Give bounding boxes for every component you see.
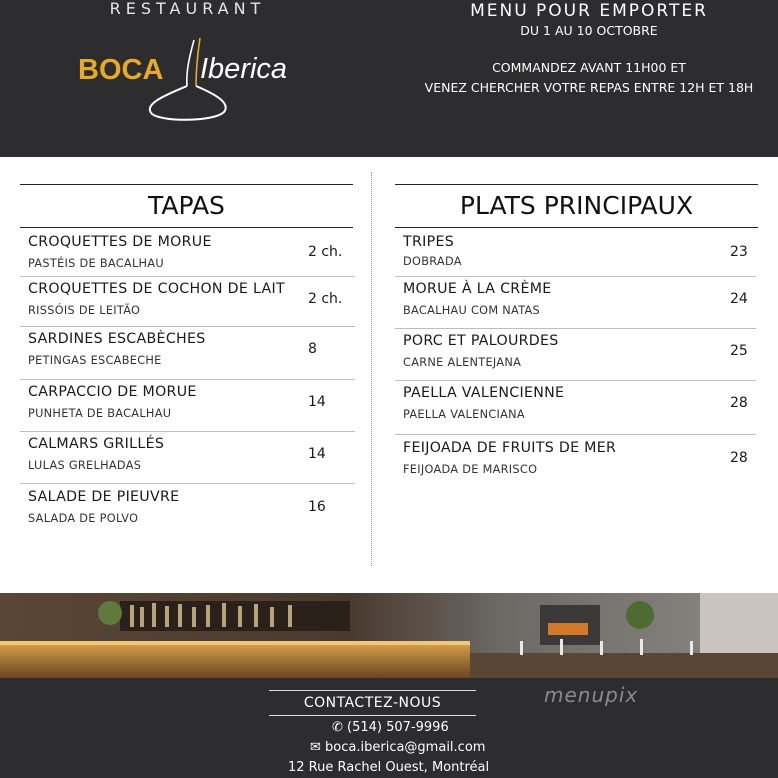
item-name: TRIPES — [403, 234, 455, 250]
item-name: PAELLA VALENCIENNE — [403, 385, 565, 401]
item-price: 2 ch. — [308, 291, 343, 307]
item-subtitle: PUNHETA DE BACALHAU — [28, 407, 172, 420]
item-price: 14 — [308, 446, 326, 462]
item-subtitle: PASTÉIS DE BACALHAU — [28, 257, 164, 270]
takeout-info — [405, 0, 773, 98]
item-subtitle: CARNE ALENTEJANA — [403, 356, 522, 369]
item-price: 8 — [308, 341, 317, 357]
order-line-2: VENEZ CHERCHER VOTRE REPAS ENTRE 12H ET 18H — [424, 80, 754, 95]
item-name: MORUE À LA CRÈME — [403, 281, 552, 297]
contact-email[interactable] — [310, 740, 485, 755]
item-subtitle: SALADA DE POLVO — [28, 512, 139, 525]
restaurant-label: RESTAURANT — [109, 0, 266, 18]
item-price: 14 — [308, 394, 326, 410]
order-line-1: COMMANDEZ AVANT 11H00 ET — [492, 60, 686, 75]
email-address: boca.iberica@gmail.com — [325, 740, 486, 755]
item-price: 28 — [730, 395, 748, 411]
item-price: 23 — [730, 244, 748, 260]
menu-item — [20, 485, 355, 537]
item-price: 16 — [308, 499, 326, 515]
item-price: 24 — [730, 291, 748, 307]
item-subtitle: PAELLA VALENCIANA — [403, 408, 525, 421]
item-name: CALMARS GRILLÉS — [28, 436, 165, 452]
mail-icon: ✉ — [310, 740, 321, 755]
column-divider — [371, 172, 372, 566]
phone-number: (514) 507-9996 — [347, 720, 449, 735]
item-subtitle: BACALHAU COM NATAS — [403, 304, 541, 317]
tapas-heading: TAPAS — [20, 184, 353, 228]
item-price: 28 — [730, 450, 748, 466]
item-name: SARDINES ESCABÈCHES — [28, 331, 206, 347]
item-name: CROQUETTES DE MORUE — [28, 234, 212, 250]
menu-item — [395, 230, 756, 277]
item-name: FEIJOADA DE FRUITS DE MER — [403, 440, 617, 456]
menu-item — [395, 277, 756, 329]
boca-iberica-logo — [76, 38, 306, 128]
menupix-watermark: menupix — [544, 683, 639, 707]
menu-item — [20, 230, 355, 277]
menu-item — [395, 329, 756, 381]
contact-heading: CONTACTEZ-NOUS — [269, 690, 476, 716]
menu-item — [20, 432, 355, 484]
item-price: 25 — [730, 343, 748, 359]
item-subtitle: DOBRADA — [403, 255, 462, 268]
restaurant-interior-photo — [0, 593, 778, 678]
logo-boca-text: BOCA — [78, 54, 164, 86]
item-subtitle: RISSÓIS DE LEITÃO — [28, 304, 141, 317]
item-name: CARPACCIO DE MORUE — [28, 384, 197, 400]
phone-icon: ✆ — [332, 720, 343, 735]
menu-title: MENU POUR EMPORTER — [470, 1, 708, 21]
item-subtitle: PETINGAS ESCABECHE — [28, 354, 162, 367]
item-price: 2 ch. — [308, 244, 343, 260]
contact-address: 12 Rue Rachel Ouest, Montréal — [288, 760, 490, 775]
header-banner — [0, 0, 778, 157]
menu-item — [395, 381, 756, 435]
item-name: SALADE DE PIEUVRE — [28, 489, 180, 505]
logo-iberica-text: Iberica — [200, 53, 288, 85]
item-subtitle: FEIJOADA DE MARISCO — [403, 463, 538, 476]
item-name: CROQUETTES DE COCHON DE LAIT — [28, 281, 285, 297]
menu-item — [20, 327, 355, 380]
menu-dates: DU 1 AU 10 OCTOBRE — [520, 23, 658, 38]
contact-phone[interactable] — [332, 720, 449, 735]
plats-principaux-heading: PLATS PRINCIPAUX — [395, 184, 758, 228]
item-name: PORC ET PALOURDES — [403, 333, 559, 349]
menu-item — [395, 436, 756, 488]
menu-item — [20, 277, 355, 327]
menu-item — [20, 380, 355, 432]
order-instructions — [405, 58, 773, 98]
item-subtitle: LULAS GRELHADAS — [28, 459, 142, 472]
